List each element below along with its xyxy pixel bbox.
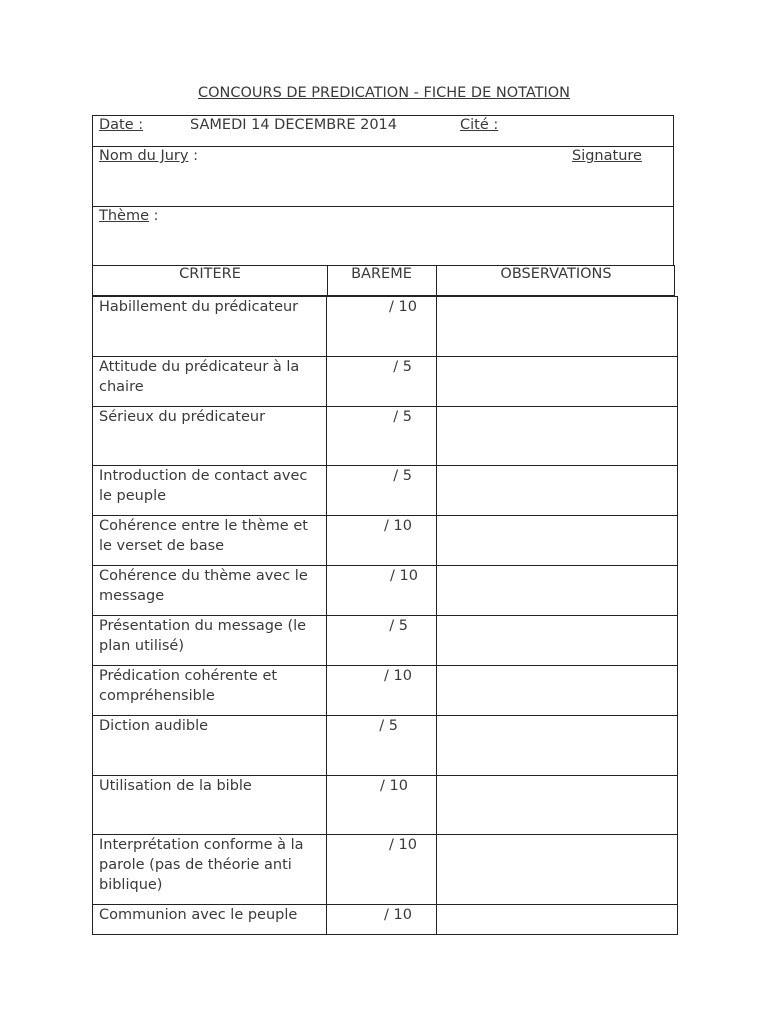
column-header-observations: OBSERVATIONS <box>500 266 612 282</box>
criterion-cell: Utilisation de la bible <box>93 776 327 835</box>
table-row <box>93 905 678 935</box>
observation-cell[interactable] <box>437 616 678 666</box>
observation-cell[interactable] <box>437 297 678 357</box>
table-row <box>93 466 678 516</box>
scale-cell: / 5 <box>327 407 437 466</box>
table-row <box>93 666 678 716</box>
table-row <box>93 297 678 357</box>
observation-cell[interactable] <box>437 466 678 516</box>
column-header-criteria: CRITERE <box>93 266 328 295</box>
scale-cell: / 10 <box>327 566 437 616</box>
observation-cell[interactable] <box>437 407 678 466</box>
criterion-cell: Sérieux du prédicateur <box>93 407 327 466</box>
criterion-cell: Cohérence du thème avec le message <box>93 566 327 616</box>
scale-cell: / 10 <box>327 835 437 905</box>
scale-cell: / 5 <box>327 716 437 776</box>
scale-cell: / 10 <box>327 905 437 935</box>
observation-cell[interactable] <box>437 666 678 716</box>
header-box <box>92 115 674 266</box>
table-row <box>93 516 678 566</box>
table-row <box>93 835 678 905</box>
observation-cell[interactable] <box>437 835 678 905</box>
scale-cell: / 5 <box>327 466 437 516</box>
criterion-cell: Habillement du prédicateur <box>93 297 327 357</box>
criterion-cell: Cohérence entre le thème et le verset de base <box>93 516 327 566</box>
theme-colon: : <box>149 208 159 224</box>
scale-cell: / 10 <box>327 297 437 357</box>
scale-cell: / 5 <box>327 357 437 407</box>
theme-row <box>93 207 673 266</box>
date-value: SAMEDI 14 DECEMBRE 2014 <box>190 117 397 133</box>
jury-colon: : <box>188 148 198 164</box>
criterion-cell: Diction audible <box>93 716 327 776</box>
scale-cell: / 10 <box>327 776 437 835</box>
criterion-cell: Interprétation conforme à la parole (pas de théorie anti biblique) <box>93 835 327 905</box>
table-row <box>93 357 678 407</box>
criterion-cell: Attitude du prédicateur à la chaire <box>93 357 327 407</box>
date-label: Date : <box>99 117 144 133</box>
observation-cell[interactable] <box>437 566 678 616</box>
criterion-cell: Introduction de contact avec le peuple <box>93 466 327 516</box>
observation-cell[interactable] <box>437 716 678 776</box>
jury-row <box>93 147 673 207</box>
date-row <box>93 116 673 147</box>
table-row <box>93 616 678 666</box>
scoring-table <box>92 296 678 935</box>
criterion-cell: Communion avec le peuple <box>93 905 327 935</box>
scale-cell: / 10 <box>327 666 437 716</box>
scale-cell: / 5 <box>327 616 437 666</box>
table-row <box>93 716 678 776</box>
signature-label: Signature <box>572 148 642 164</box>
observation-cell[interactable] <box>437 516 678 566</box>
column-header-scale: BAREME <box>327 266 437 295</box>
criterion-cell: Prédication cohérente et compréhensible <box>93 666 327 716</box>
table-row <box>93 566 678 616</box>
table-row <box>93 776 678 835</box>
scale-cell: / 10 <box>327 516 437 566</box>
observation-cell[interactable] <box>437 905 678 935</box>
page-title: CONCOURS DE PREDICATION - FICHE DE NOTATION <box>197 85 571 101</box>
theme-label: Thème <box>99 208 150 224</box>
cite-label: Cité : <box>460 117 499 133</box>
jury-label: Nom du Jury <box>99 148 189 164</box>
observation-cell[interactable] <box>437 357 678 407</box>
column-headers <box>92 265 675 296</box>
observation-cell[interactable] <box>437 776 678 835</box>
criterion-cell: Présentation du message (le plan utilisé) <box>93 616 327 666</box>
table-row <box>93 407 678 466</box>
